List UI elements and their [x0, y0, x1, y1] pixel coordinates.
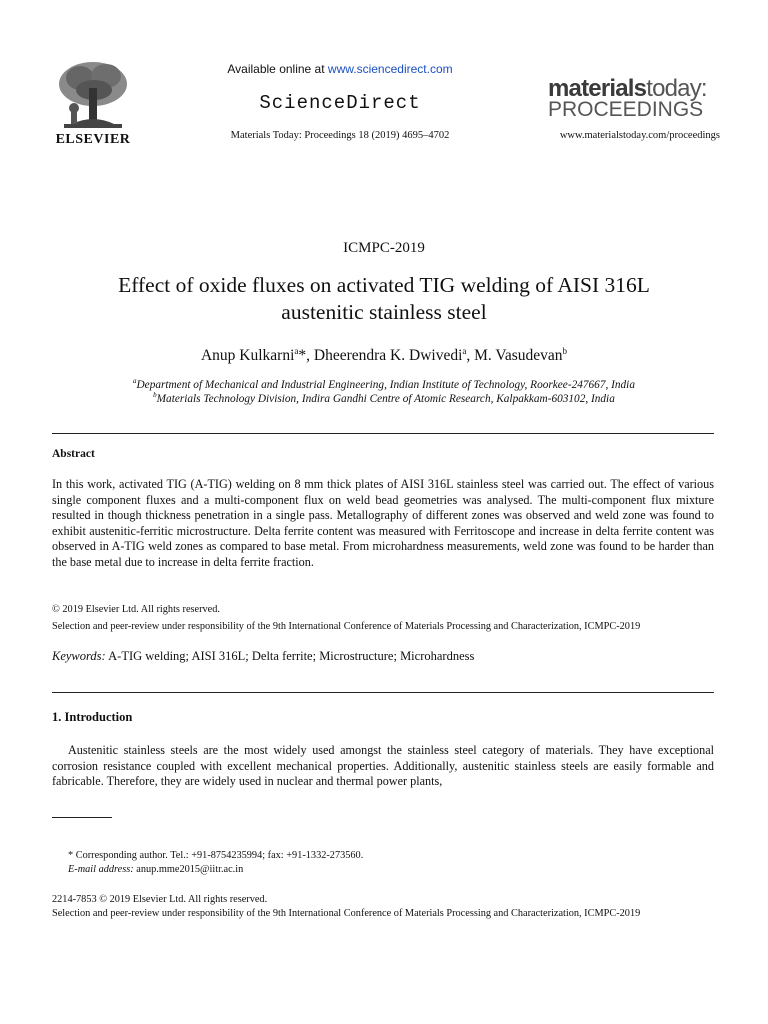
journal-url[interactable]: www.materialstoday.com/proceedings [559, 130, 720, 141]
keywords: Keywords: A-TIG welding; AISI 316L; Delta ferrite; Microstructure; Microhardness [52, 649, 475, 663]
section-heading: 1. Introduction [52, 710, 133, 724]
divider [52, 433, 714, 434]
availability-line: Available online at www.sciencedirect.com [227, 62, 453, 76]
introduction-text: Austenitic stainless steels are the most widely used amongst the stainless steel category of materials. They have exceptional corrosion resistance coupled with excellent mechanical properties. Additionally, austenitic stainless steels are easily formable and fabricable. Therefore, they are widely used in nuclear and thermal power plants, [52, 743, 714, 789]
materials-today-logo: materialstoday: PROCEEDINGS [548, 75, 707, 121]
divider [52, 692, 714, 693]
paper-title: Effect of oxide fluxes on activated TIG welding of AISI 316L austenitic stainless steel [118, 273, 650, 324]
footer-peer-review-notice: Selection and peer-review under responsibility of the 9th International Conference of Materials Processing and Characterization, ICMPC-2019 [52, 908, 641, 919]
email-link[interactable]: anup.mme2015@iitr.ac.in [133, 864, 244, 875]
corresponding-author-note: * Corresponding author. Tel.: +91-8754235994; fax: +91-1332-273560. [68, 850, 364, 861]
elsevier-wordmark: ELSEVIER [55, 132, 131, 147]
affiliation: $^a$Department of Mechanical and Industrial Engineering, Indian Institute of Technology, Roorkee-247667, India [133, 377, 635, 391]
abstract-heading: Abstract [52, 448, 95, 460]
author-name: M. Vasudevan [474, 347, 563, 365]
author-name: Anup Kulkarni [200, 347, 295, 365]
author-list: Anup Kulkarni$^a$*, Dheerendra K. Dwivedi$^a$, M. Vasudevan$^b$ [200, 346, 568, 365]
sciencedirect-link[interactable]: www.sciencedirect.com [327, 62, 453, 76]
issn-notice: 2214-7853 © 2019 Elsevier Ltd. All rights reserved. [52, 894, 268, 905]
peer-review-notice: Selection and peer-review under responsibility of the 9th International Conference of Materials Processing and Characterization, ICMPC-2019 [52, 621, 641, 632]
email-note: E-mail address: anup.mme2015@iitr.ac.in [68, 864, 244, 875]
abstract-text: In this work, activated TIG (A-TIG) welding on 8 mm thick plates of AISI 316L stainless steel was carried out. The effect of various single component fluxes and a multi-component flux on weld bead geometries was analysed. The multi-component flux mixture resulted in though thickness penetration in a single pass. Metallography of different zones was observed and weld zone was found to exhibit austenitic-ferritic microstructure. Delta ferrite content was measured with Ferritoscope and increase in delta ferrite content was observed in A-TIG weld zones as compared to base metal. From microhardness measurements, weld zone was found to be harder than the base metal due to increase in delta ferrite fraction. [52, 477, 714, 569]
copyright-notice: © 2019 Elsevier Ltd. All rights reserved. [52, 604, 220, 615]
conference-name: ICMPC-2019 [343, 240, 425, 256]
journal-reference: Materials Today: Proceedings 18 (2019) 4695–4702 [230, 130, 450, 141]
footnote-divider [52, 817, 112, 818]
affiliation: $^b$Materials Technology Division, Indira Gandhi Centre of Atomic Research, Kalpakkam-603102, India [153, 391, 615, 405]
author-name: Dheerendra K. Dwivedi [313, 347, 463, 365]
sciencedirect-wordmark: ScienceDirect [259, 92, 421, 114]
